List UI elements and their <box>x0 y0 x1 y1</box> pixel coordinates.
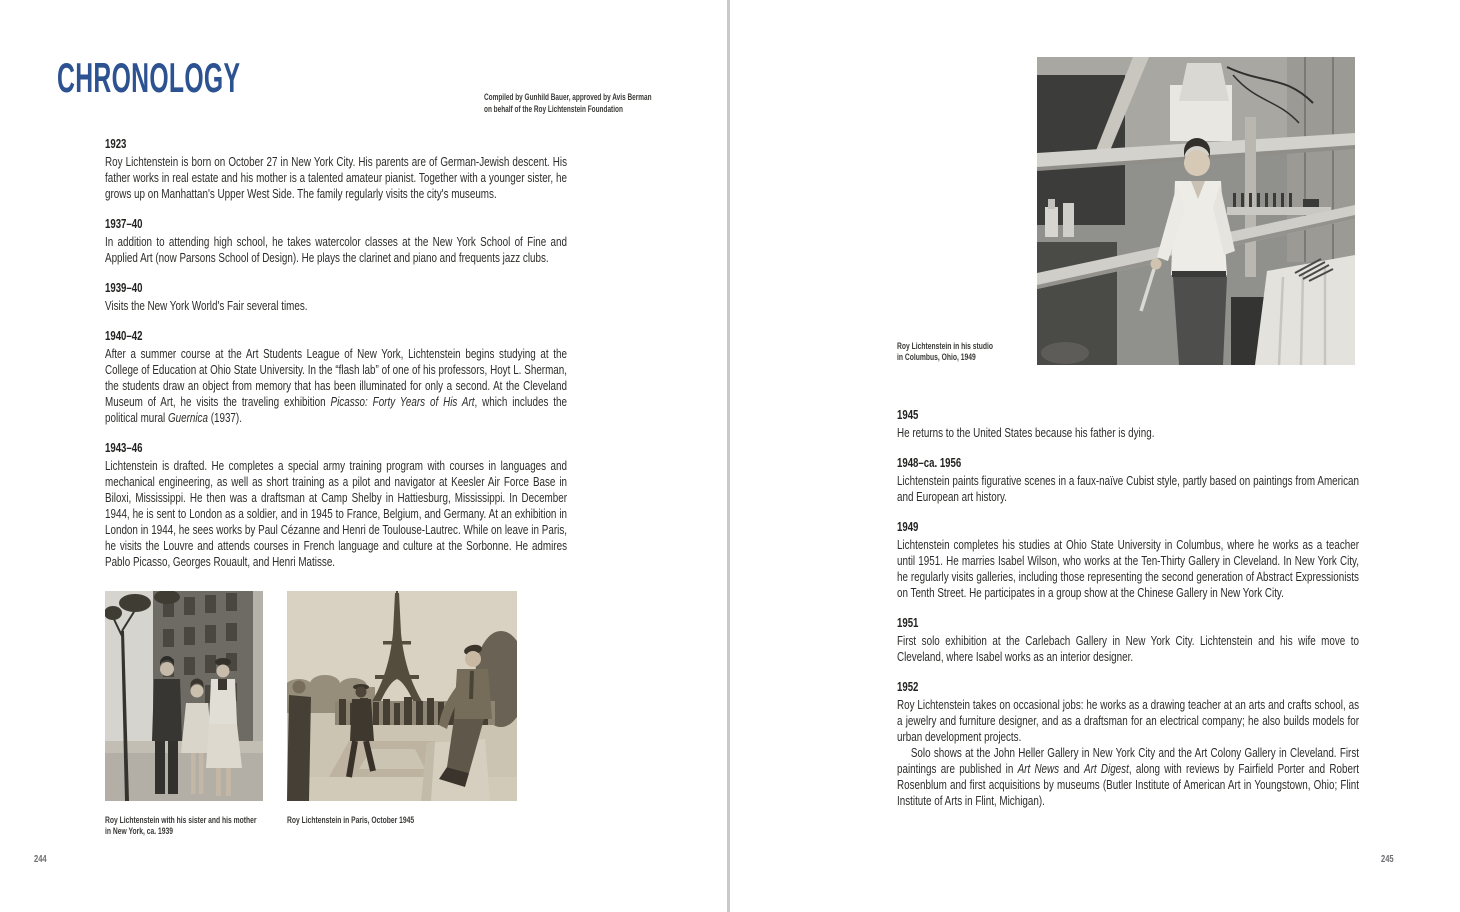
magazine-title-italic: Art News <box>1017 761 1060 776</box>
page-title: CHRONOLOGY <box>57 54 241 101</box>
chronology-entry-1948-ca-1956 <box>897 456 1359 505</box>
family-photo-caption: Roy Lichtenstein with his sister and his mother in New York, ca. 1939 <box>105 815 257 836</box>
entry-year: 1940–42 <box>105 329 143 343</box>
page-number-right: 245 <box>1381 853 1394 865</box>
entry-year: 1939–40 <box>105 281 143 295</box>
chronology-entry-1939-40 <box>105 281 567 314</box>
chronology-column-left <box>105 137 567 585</box>
entry-text: Roy Lichtenstein is born on October 27 in New York City. His parents are of German-Jewish descent. His father works in real estate and his mother is a talented amateur pianist. Together with a younger sister, he grows up on Manhattan's Upper West Side. The family regularly visits the city's museums. <box>105 154 567 201</box>
chronology-entry-1923 <box>105 137 567 202</box>
entry-text: Lichtenstein completes his studies at Ohio State University in Columbus, where he works as a teacher until 1951. He marries Isabel Wilson, who works at the Ten-Thirty Gallery in Cleveland. In New York City, he regularly visits galleries, including those representing the second generation of Abstract Expressionists on Tenth Street. He participates in a group show at the Chinese Gallery in New York City. <box>897 537 1359 600</box>
chronology-entry-1943-46 <box>105 441 567 570</box>
credit-line-1: Compiled by Gunhild Bauer, approved by Avis Berman <box>484 92 652 103</box>
family-photo-image <box>105 591 263 801</box>
credit-line-2: on behalf of the Roy Lichtenstein Foundation <box>484 103 623 115</box>
chronology-entry-1949 <box>897 520 1359 601</box>
entry-text: Visits the New York World's Fair several times. <box>105 298 308 313</box>
chronology-entry-1945 <box>897 408 1359 441</box>
studio-photo-caption <box>897 341 993 362</box>
artwork-title-italic: Guernica <box>167 410 208 425</box>
magazine-title-italic: Art Digest <box>1084 761 1129 776</box>
studio-caption-line-2: in Columbus, Ohio, 1949 <box>897 351 976 362</box>
chronology-column-right <box>897 408 1359 824</box>
entry-year: 1937–40 <box>105 217 143 231</box>
studio-caption-line-1: Roy Lichtenstein in his studio <box>897 341 994 351</box>
studio-photo-image <box>1037 57 1355 365</box>
page-gutter-divider <box>727 0 730 912</box>
entry-text: After a summer course at the Art Students League of New York, Lichtenstein begins studying at the College of Education at Ohio State University. In the “flash lab” of one of his professors, Hoyt L. Sherman, the students draw an object from memory that has been illuminated for only a second. At the Cleveland Museum of Art, he visits the traveling exhibition Picasso: Forty Years of His Art, which includes the political mural Guernica (1937). <box>105 346 567 425</box>
chronology-entry-1952 <box>897 680 1359 809</box>
paris-photo-image <box>287 591 517 801</box>
entry-year: 1949 <box>897 520 919 534</box>
entry-year: 1945 <box>897 408 919 422</box>
paris-photo-caption: Roy Lichtenstein in Paris, October 1945 <box>287 815 415 825</box>
exhibition-title-italic: Picasso: Forty Years of His Art <box>330 394 475 409</box>
entry-year: 1923 <box>105 137 127 151</box>
entry-text: Lichtenstein is drafted. He completes a special army training program with courses in languages and mechanical engineering, as well as short training as a pilot and navigator at Keesler Air Force Base in Biloxi, Mississippi. He then was a draftsman at Camp Shelby in Hattiesburg, Mississippi. In December 1944, he is sent to London as a soldier, and in 1945 to France, Belgium, and Germany. At an exhibition in London in 1944, he sees works by Paul Cézanne and Henri de Toulouse-Lautrec. While on leave in Paris, he visits the Louvre and attends courses in French language and culture at the Sorbonne. He admires Pablo Picasso, Georges Rouault, and Henri Matisse. <box>105 458 567 569</box>
compiler-credit <box>484 92 688 115</box>
entry-text: He returns to the United States because his father is dying. <box>897 425 1155 440</box>
entry-text: Roy Lichtenstein takes on occasional jobs: he works as a drawing teacher at an arts and crafts school, as a jewelry and furniture designer, and as a draftsman for an electrical company; he also builds models for urban development projects. <box>897 697 1359 744</box>
chronology-entry-1940-42 <box>105 329 567 426</box>
entry-text: Solo shows at the John Heller Gallery in New York City and the Art Colony Gallery in Cleveland. First paintings are published in Art News and Art Digest, along with reviews by Fairfield Porter and Robert Rosenblum and first acquisitions by museums (Butler Institute of American Art in Youngstown, Ohio; Flint Institute of Arts in Flint, Michigan). <box>897 745 1359 808</box>
entry-text: Lichtenstein paints figurative scenes in a faux-naïve Cubist style, partly based on paintings from American and European art history. <box>897 473 1359 504</box>
page-number-left: 244 <box>34 853 47 865</box>
entry-year: 1943–46 <box>105 441 143 455</box>
entry-year: 1951 <box>897 616 919 630</box>
entry-year: 1948–ca. 1956 <box>897 456 962 470</box>
chronology-entry-1937-40 <box>105 217 567 266</box>
entry-text: First solo exhibition at the Carlebach Gallery in New York City. Lichtenstein and his wife move to Cleveland, where Isabel works as an interior designer. <box>897 633 1359 664</box>
entry-text: In addition to attending high school, he takes watercolor classes at the New York School of Fine and Applied Art (now Parsons School of Design). He plays the clarinet and piano and frequents jazz clubs. <box>105 234 567 265</box>
chronology-entry-1951 <box>897 616 1359 665</box>
entry-year: 1952 <box>897 680 919 694</box>
